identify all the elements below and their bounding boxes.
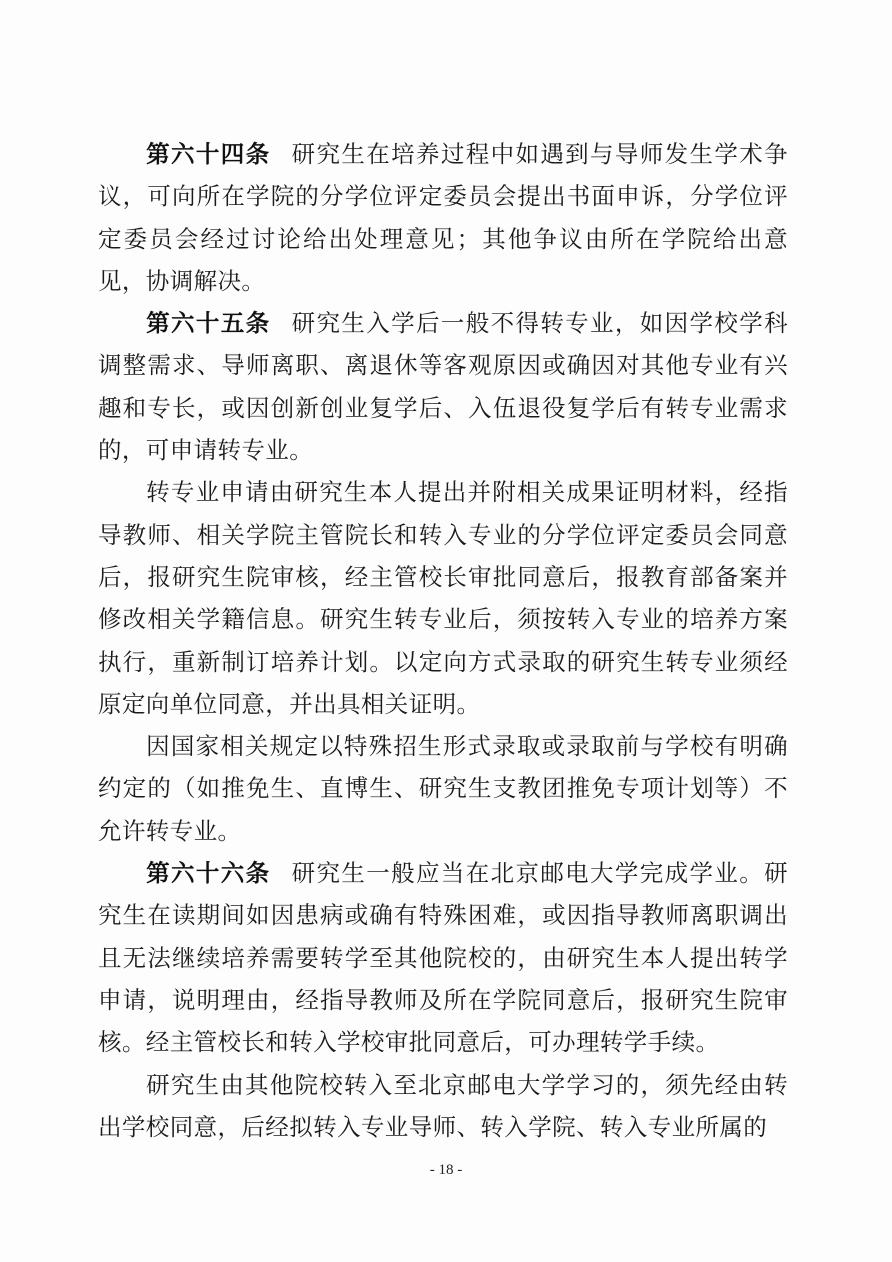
document-body <box>98 133 788 1148</box>
paragraph-article-65 <box>98 302 788 471</box>
paragraph-text: 转专业申请由研究生本人提出并附相关成果证明材料，经指导教师、相关学院主管院长和转入专业的分学位评定委员会同意后，报研究生院审核，经主管校长审批同意后，报教育部备案并修改相关学籍信息。研究生转专业后，须按转入专业的培养方案执行，重新制订培养计划。以定向方式录取的研究生转专业须经原定向单位同意，并出具相关证明。 <box>98 478 788 718</box>
paragraph-text: 研究生由其他院校转入至北京邮电大学学习的，须先经由转出学校同意，后经拟转入专业导师、转入学院、转入专业所属的 <box>98 1070 788 1141</box>
paragraph-text: 研究生在培养过程中如遇到与导师发生学术争议，可向所在学院的分学位评定委员会提出书面申诉，分学位评定委员会经过讨论给出处理意见；其他争议由所在学院给出意见，协调解决。 <box>98 140 789 295</box>
paragraph-text: 研究生入学后一般不得转专业，如因学校学科调整需求、导师离职、离退休等客观原因或确因对其他专业有兴趣和专长，或因创新创业复学后、入伍退役复学后有转专业需求的，可申请转专业。 <box>98 309 789 465</box>
paragraph-text: 研究生一般应当在北京邮电大学完成学业。研究生在读期间如因患病或确有特殊困难，或因指导教师离职调出且无法继续培养需要转学至其他院校的，由研究生本人提出转学申请，说明理由，经指导教师及所在学院同意后，报研究生院审核。经主管校长和转入学校审批同意后，可办理转学手续。 <box>98 859 789 1057</box>
article-heading: 第六十四条 <box>146 140 271 168</box>
article-heading: 第六十六条 <box>146 859 271 888</box>
paragraph-transfer-in <box>98 1064 788 1149</box>
page-number: - 18 - <box>429 1162 463 1178</box>
paragraph-article-66 <box>98 852 788 1063</box>
paragraph-text: 因国家相关规定以特殊招生形式录取或录取前与学校有明确约定的（如推免生、直博生、研究生支教团推免专项计划等）不允许转专业。 <box>98 732 788 845</box>
article-heading: 第六十五条 <box>146 309 271 338</box>
paragraph-transfer-application <box>98 471 788 725</box>
paragraph-special-enrollment <box>98 725 788 852</box>
paragraph-article-64 <box>98 133 788 302</box>
